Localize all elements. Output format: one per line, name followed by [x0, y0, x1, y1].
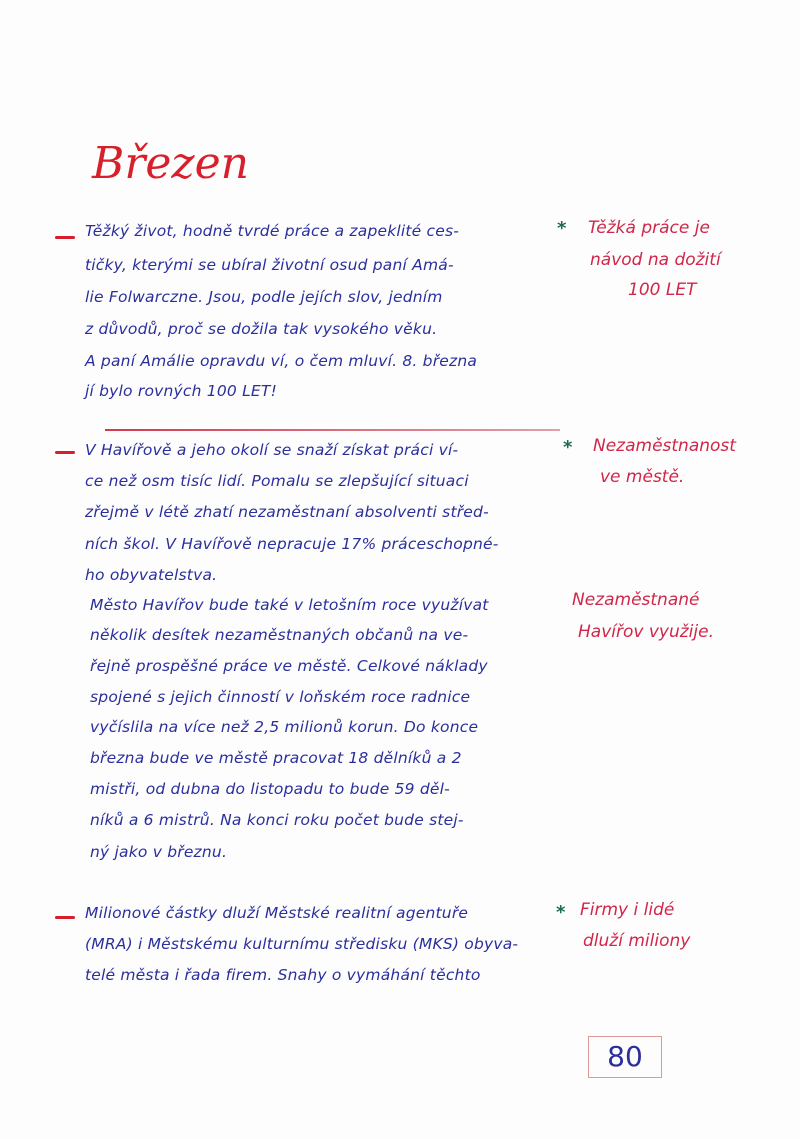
text-line: telé města i řada firem. Snahy o vymáhání těchto — [85, 966, 481, 984]
text-line: jí bylo rovných 100 LET! — [85, 382, 277, 400]
text-line: spojené s jejich činností v loňském roce radnice — [90, 688, 471, 706]
asterisk-icon: * — [557, 218, 567, 239]
margin-note: Nezaměstnanost — [593, 436, 736, 456]
asterisk-icon: * — [556, 902, 566, 923]
text-line: Město Havířov bude také v letošním roce využívat — [90, 596, 489, 614]
text-line: V Havířově a jeho okolí se snaží získat práci ví- — [85, 441, 459, 459]
margin-note: ve městě. — [600, 467, 685, 487]
divider — [105, 429, 560, 431]
text-line: z důvodů, proč se dožila tak vysokého věku. — [85, 320, 438, 338]
text-line: (MRA) i Městskému kulturnímu středisku (MKS) obyva- — [85, 935, 519, 953]
text-line: zřejmě v létě zhatí nezaměstnaní absolventi střed- — [85, 503, 489, 521]
page-number: 80 — [607, 1040, 643, 1073]
text-line: několik desítek nezaměstnaných občanů na ve- — [90, 626, 469, 644]
bullet-dash — [55, 916, 75, 919]
text-line: Těžký život, hodně tvrdé práce a zapeklité ces- — [85, 222, 460, 240]
text-line: Milionové částky dluží Městské realitní agentuře — [85, 904, 469, 922]
text-line: mistři, od dubna do listopadu to bude 59 děl- — [90, 780, 450, 798]
text-line: níků a 6 mistrů. Na konci roku počet bude stej- — [90, 811, 464, 829]
text-line: A paní Amálie opravdu ví, o čem mluví. 8. března — [85, 352, 478, 370]
margin-note: Havířov využije. — [578, 622, 714, 642]
margin-note: 100 LET — [628, 280, 697, 300]
text-line: ný jako v březnu. — [90, 843, 228, 861]
text-line: řejně prospěšné práce ve městě. Celkové náklady — [90, 657, 488, 675]
text-line: ho obyvatelstva. — [85, 566, 218, 584]
text-line: lie Folwarczne. Jsou, podle jejích slov, jedním — [85, 288, 443, 306]
bullet-dash — [55, 451, 75, 454]
page-title: Březen — [92, 138, 249, 189]
text-line: tičky, kterými se ubíral životní osud paní Amá- — [85, 256, 454, 274]
margin-note: návod na dožití — [590, 250, 721, 270]
margin-note: Firmy i lidé — [580, 900, 675, 920]
margin-note: dluží miliony — [583, 931, 691, 951]
page-number-box — [588, 1036, 662, 1078]
text-line: ce než osm tisíc lidí. Pomalu se zlepšující situaci — [85, 472, 469, 490]
text-line: března bude ve městě pracovat 18 dělníků a 2 — [90, 749, 462, 767]
text-line: ních škol. V Havířově nepracuje 17% práceschopné- — [85, 535, 499, 553]
asterisk-icon: * — [563, 437, 573, 458]
text-line: vyčíslila na více než 2,5 milionů korun. Do konce — [90, 718, 479, 736]
bullet-dash — [55, 236, 75, 239]
margin-note: Nezaměstnané — [572, 590, 700, 610]
margin-note: Těžká práce je — [588, 218, 710, 238]
